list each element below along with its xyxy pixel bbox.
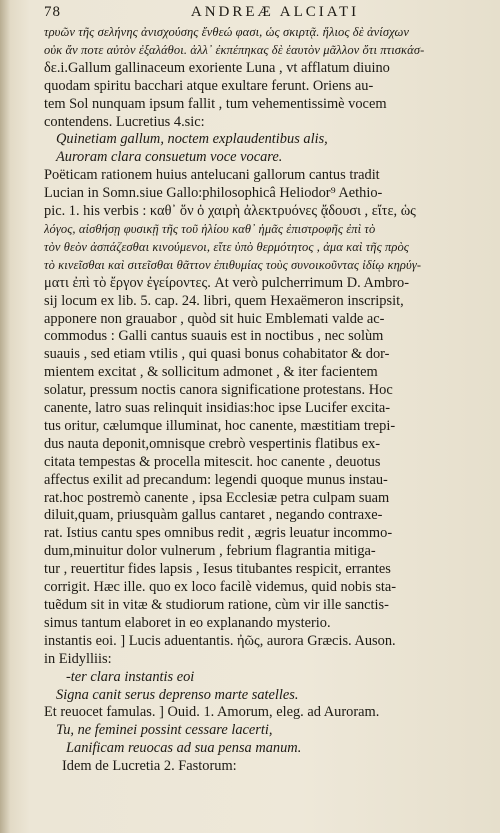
text-line: tus oritur, cælumque illuminat, hoc canente, mæstitiam trepi- [44, 417, 396, 434]
text-line: corrigit. Hæc ille. quo ex loco facilè videmus, quid nobis sta- [44, 579, 397, 596]
text-line: οὐκ ἄν ποτε αὐτὸν ἐξαλάθοι. ἀλλ᾽ ἐκπέπηκας δὲ ἑαυτὸν μᾶλλον ὅτι πτισκάσ- [44, 42, 425, 57]
text-line: mientem excitat , & sollicitum admonet , & iter facientem [44, 364, 378, 381]
text-line: tur , reuertitur fides lapsis , Iesus titubantes respicit, errantes [44, 561, 391, 578]
commentary-lemma: Et reuocet famulas. ] Ouid. 1. Amorum, eleg. ad Auroram. [44, 704, 380, 721]
commentary-lemma: instantis eoi. ] Lucis aduentantis. ἠῶς, aurora Græcis. Auson. [44, 632, 396, 649]
text-line: τὸ κινεῖσθαι καὶ σιτεῖσθαι θᾶττον ἐπιθυμίας τοὺς συνοικοῦντας ἰδίῳ κηρύγ- [44, 257, 422, 272]
text-line: canente, latro suas relinquit insidias:hoc ipse Lucifer excita- [44, 400, 391, 417]
verse-line: Lanificam reuocas ad sua pensa manum. [66, 740, 302, 757]
text-line: rat.hoc postremò canente , ipsa Ecclesiæ petra culpam suam [44, 489, 390, 506]
text-line: Idem de Lucretia 2. Fastorum: [62, 758, 237, 775]
text-line: dum,minuitur dolor vulnerum , febrium flagrantia mitiga- [44, 543, 376, 560]
text-line: diluit,quam, priusquàm gallus cantaret , negando contraxe- [44, 507, 383, 524]
text-line: suauis , sed etiam vtilis , qui quasi bonus cohabitator & dor- [44, 346, 390, 363]
text-line: Poëticam rationem huius antelucani gallorum cantus tradit [44, 167, 380, 184]
page-header [44, 4, 476, 24]
text-line: dus nauta deponit,omnisque crebrò vespertinis flatibus ex- [44, 435, 381, 452]
page-gutter [0, 0, 10, 833]
body-text [44, 24, 476, 776]
text-line: simus tantum elaboret in eo explanando mysterio. [44, 614, 331, 631]
text-line: affectus exilit ad precandum: legendi quoque munus instau- [44, 471, 388, 488]
text-line: δε.i.Gallum gallinaceum exoriente Luna , vt afflatum diuino [44, 59, 390, 76]
text-line: commodus : Galli cantus suauis est in noctibus , nec solùm [44, 328, 384, 345]
text-line: tem Sol nunquam ipsum fallit , tum vehementissimè vocem [44, 95, 387, 112]
text-line: τρυῶν τῆς σελήνης ἀνισχούσης ἔνθεώ φασι, ὡς σκιρτᾷ. ἥλιος δὲ ἀνίσχων [44, 25, 410, 39]
text-line: τὸν θεὸν ἀσπάζεσθαι κινούμενοι, εἴτε ὑπὸ θερμότητος , ἀμα καὶ τῆς πρὸς [44, 239, 409, 254]
verse-line: Quinetiam gallum, noctem explaudentibus alis, [56, 131, 328, 148]
verse-line: Auroram clara consuetum voce vocare. [56, 149, 283, 166]
page-number: 78 [44, 4, 61, 20]
text-line: citata tempestas & procella mitescit. hoc canente , deuotus [44, 453, 381, 470]
text-line: λόγος, αἰσθήσῃ φυσικῇ τῆς τοῦ ἡλίου καθ᾽ ἡμᾶς ἐπιστροφῆς ἐπὶ τὸ [44, 221, 376, 236]
text-line: contendens. Lucretius 4.sic: [44, 113, 205, 130]
text-line: pic. 1. his verbis : καθ᾽ ὅν ὁ χαιρὴ ἀλεκτρυόνες ᾄδουσι , εἴτε, ὡς [44, 203, 416, 220]
text-line: quodam spiritu bacchari atque exultare ferunt. Oriens au- [44, 77, 374, 94]
text-line: apponere non grauabor , quòd sit huic Emblemati valde ac- [44, 310, 385, 327]
text-line: in Eidylliis: [44, 650, 112, 667]
verse-line: -ter clara instantis eoi [66, 668, 195, 685]
text-line: Lucian in Somn.siue Gallo:philosophicâ Heliodor⁹ Aethio- [44, 185, 383, 202]
verse-line: Signa canit serus deprenso marte satelles. [56, 686, 299, 703]
text-line: ματι ἐπὶ τὸ ἔργον ἐγείροντες. At verò pulcherrimum D. Ambro- [44, 274, 410, 291]
running-head: ANDREÆ ALCIATI [190, 4, 360, 20]
text-line: rat. Istius cantu spes omnibus redit , ægris leuatur incommo- [44, 525, 393, 542]
text-line: tuẽdum sit in vitæ & studiorum ratione, cùm vir ille sanctis- [44, 597, 389, 613]
text-line: sij locum ex lib. 5. cap. 24. libri, quem Hexaëmeron inscripsit, [44, 292, 404, 309]
text-line: solatur, pressum noctis canora significatione protestans. Hoc [44, 382, 393, 399]
verse-line: Tu, ne feminei possint cessare lacerti, [56, 722, 273, 739]
